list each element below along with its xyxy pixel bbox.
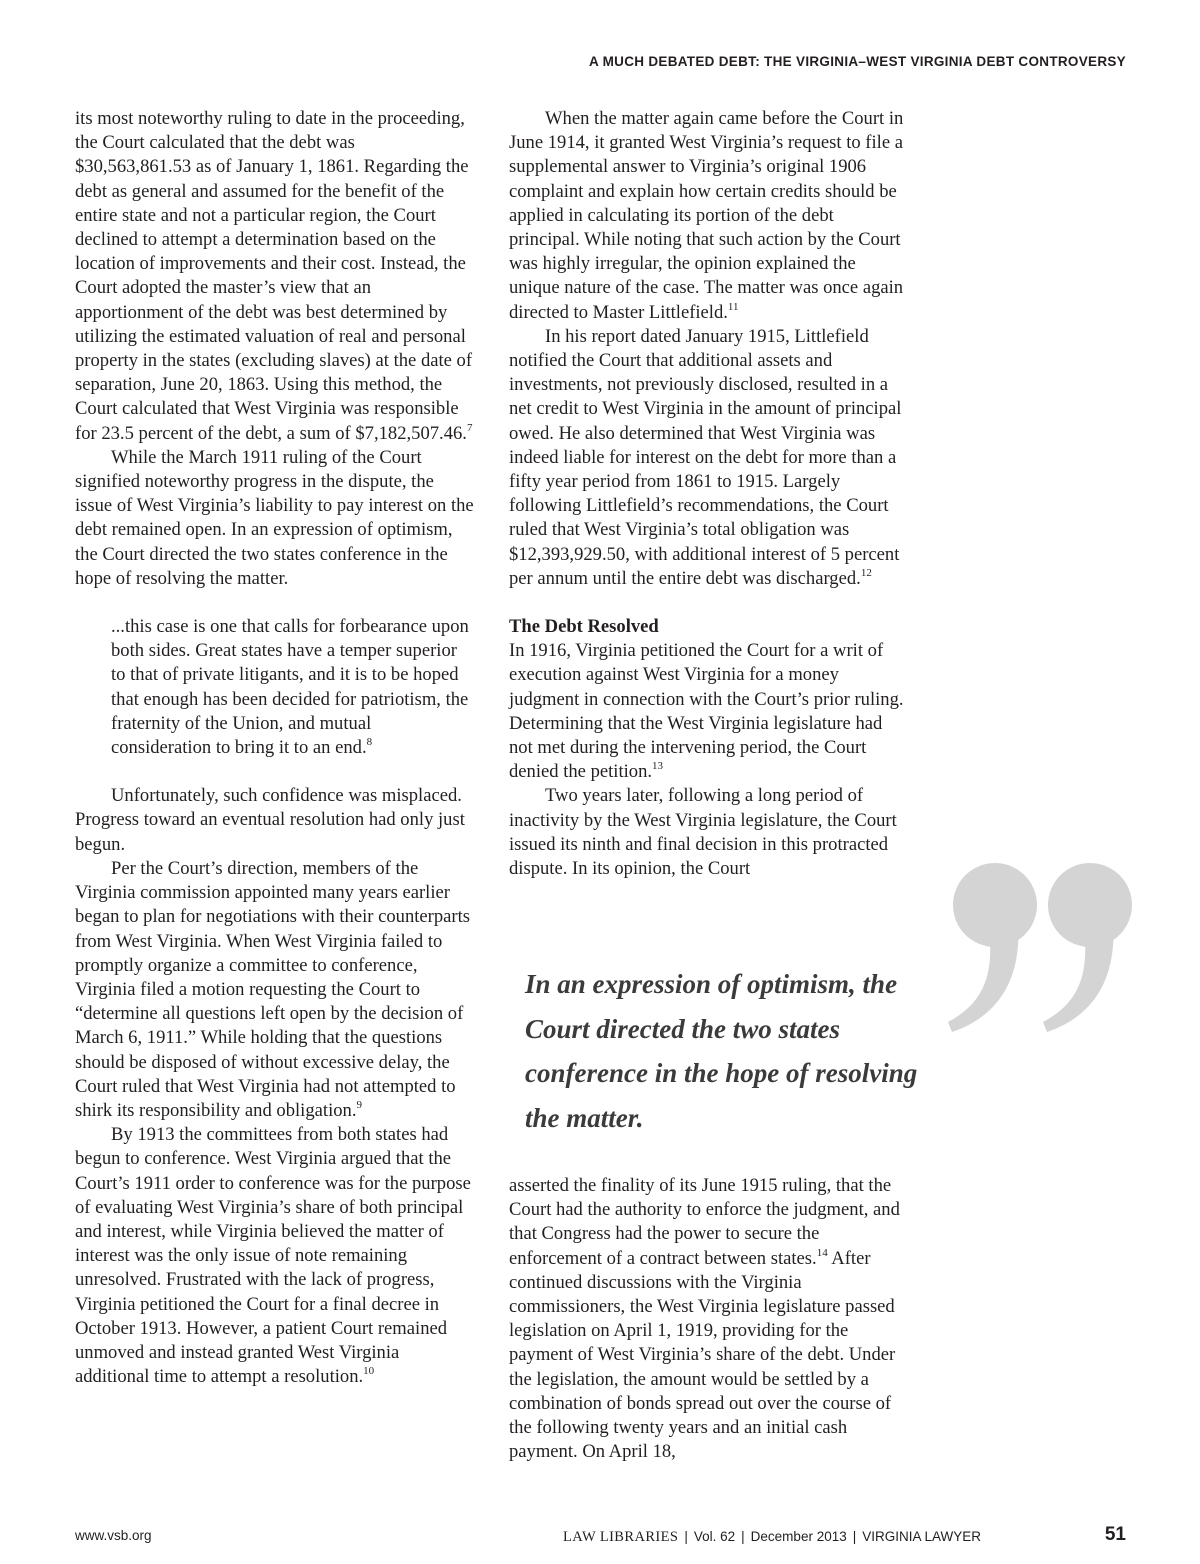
footnote-ref: 8 xyxy=(366,736,373,749)
footer-info xyxy=(563,1529,981,1546)
block-quote: ...this case is one that calls for forbearance upon both sides. Great states have a temper superior to that of private litigants, and it is to be hoped that enough has been decided for patriotism, the fraternity of the Union, and mutual consideration to bring it to an end.$^8$ xyxy=(111,616,469,759)
quote-mark-icon xyxy=(940,800,1150,1040)
running-head: A MUCH DEBATED DEBT: THE VIRGINIA–WEST VIRGINIA DEBT CONTROVERSY xyxy=(589,54,1126,69)
paragraph: Unfortunately, such confidence was misplaced. Progress toward an eventual resolution had only just begun. xyxy=(75,785,465,855)
right-column xyxy=(509,107,909,881)
footer-divider: | xyxy=(852,1529,857,1544)
pull-quote-line: conference in the hope of resolving xyxy=(525,1058,918,1088)
footnote-ref: 12 xyxy=(860,566,872,579)
pull-quote-line: Court directed the two states xyxy=(525,1013,841,1044)
pull-quote-line: In an expression of optimism, the xyxy=(525,969,898,999)
paragraph: Two years later, following a long period of inactivity by the West Virginia legislature, the Court issued its ninth and final decision in this protracted dispute. In its opinion, the Court xyxy=(509,785,897,880)
footnote-ref: 11 xyxy=(727,300,739,313)
paragraph: its most noteworthy ruling to date in the proceeding, the Court calculated that the debt was $30,563,861.53 as of January 1, 1861. Regarding the debt as general and assumed for the benefit of the entire state and not a particular region, the Court declined to attempt a determination based on the location of improvements and their cost. Instead, the Court adopted the master’s view that an apportionment of the debt was best determined by utilizing the estimated valuation of real and personal property in the states (excluding slaves) at the date of separation, June 20, 1863. Using this method, the Court calculated that West Virginia was responsible for 23.5 percent of the debt, a sum of $7,182,507.46.$^7$ xyxy=(75,108,473,444)
right-column-continued xyxy=(509,1174,909,1464)
footer-publication: VIRGINIA LAWYER xyxy=(862,1529,982,1544)
paragraph: In 1916, Virginia petitioned the Court for a writ of execution against West Virginia for a money judgment in connection with the Court’s prior ruling. Determining that the West Virginia legislature had not met during the intervening period, the Court denied the petition.$^{13}$ xyxy=(509,640,904,783)
left-column xyxy=(75,107,475,1389)
pull-quote xyxy=(525,962,945,1140)
footer-date: December 2013 xyxy=(750,1529,847,1544)
footnote-ref: 9 xyxy=(356,1098,362,1111)
paragraph: Per the Court’s direction, members of the Virginia commission appointed many years earlier began to plan for negotiations with their counterparts from West Virginia. When West Virginia failed to promptly organize a committee to conference, Virginia filed a motion requesting the Court to “determine all questions left open by the decision of March 6, 1911.” While holding that the questions should be disposed of without excessive delay, the Court ruled that West Virginia had not attempted to shirk its responsibility and obligation.$^9$ xyxy=(75,857,471,1121)
footnote-ref: 10 xyxy=(363,1365,375,1378)
footnote-ref: 14 xyxy=(816,1246,828,1259)
paragraph: When the matter again came before the Court in June 1914, it granted West Virginia’s request to file a supplemental answer to Virginia’s original 1906 complaint and explain how certain credits should be applied in calculating its portion of the debt principal. While noting that such action by the Court was highly irregular, the opinion explained the unique nature of the case. The matter was once again directed to Master Littlefield.$^{11}$ xyxy=(509,108,904,323)
page-number: 51 xyxy=(1104,1524,1126,1545)
footnote-ref: 7 xyxy=(466,421,473,434)
footer-divider: | xyxy=(741,1529,745,1544)
footnote-ref: 13 xyxy=(652,760,664,773)
footer-section: LAW LIBRARIES xyxy=(563,1529,679,1545)
pull-quote-line: the matter. xyxy=(525,1102,644,1133)
paragraph: While the March 1911 ruling of the Court signified noteworthy progress in the dispute, the issue of West Virginia’s liability to pay interest on the debt remained open. In an expression of optimism, the Court directed the two states conference in the hope of resolving the matter. xyxy=(75,446,474,589)
paragraph: In his report dated January 1915, Littlefield notified the Court that additional assets and investments, not previously disclosed, resulted in a net credit to West Virginia in the amount of principal owed. He also determined that West Virginia was indeed liable for interest on the debt for more than a fifty year period from 1861 to 1915. Largely following Littlefield’s recommendations, the Court ruled that West Virginia’s total obligation was $12,393,929.50, with additional interest of 5 percent per annum until the entire debt was discharged.$^{12}$ xyxy=(509,325,902,589)
footer-divider: | xyxy=(684,1529,688,1544)
footer-volume: Vol. 62 xyxy=(693,1529,736,1544)
paragraph: asserted the finality of its June 1915 ruling, that the Court had the authority to enforce the judgment, and that Congress had the power to secure the enforcement of a contract between states.$^{14}$ After continued discussions with the Virginia commissioners, the West Virginia legislature passed legislation on April 1, 1919, providing for the payment of West Virginia’s share of the debt. Under the legislation, the amount would be settled by a combination of bonds spread out over the course of the following twenty years and an initial cash payment. On April 18, xyxy=(509,1175,900,1463)
footer-url: www.vsb.org xyxy=(75,1528,152,1543)
paragraph: By 1913 the committees from both states had begun to conference. West Virginia argued that the Court’s 1911 order to conference was for the purpose of evaluating West Virginia’s share of both principal and interest, while Virginia believed the matter of interest was the only issue of note remaining unresolved. Frustrated with the lack of progress, Virginia petitioned the Court for a final decree in October 1913. However, a patient Court remained unmoved and instead granted West Virginia additional time to attempt a resolution.$^{10}$ xyxy=(75,1124,471,1388)
section-heading: The Debt Resolved xyxy=(509,616,659,638)
